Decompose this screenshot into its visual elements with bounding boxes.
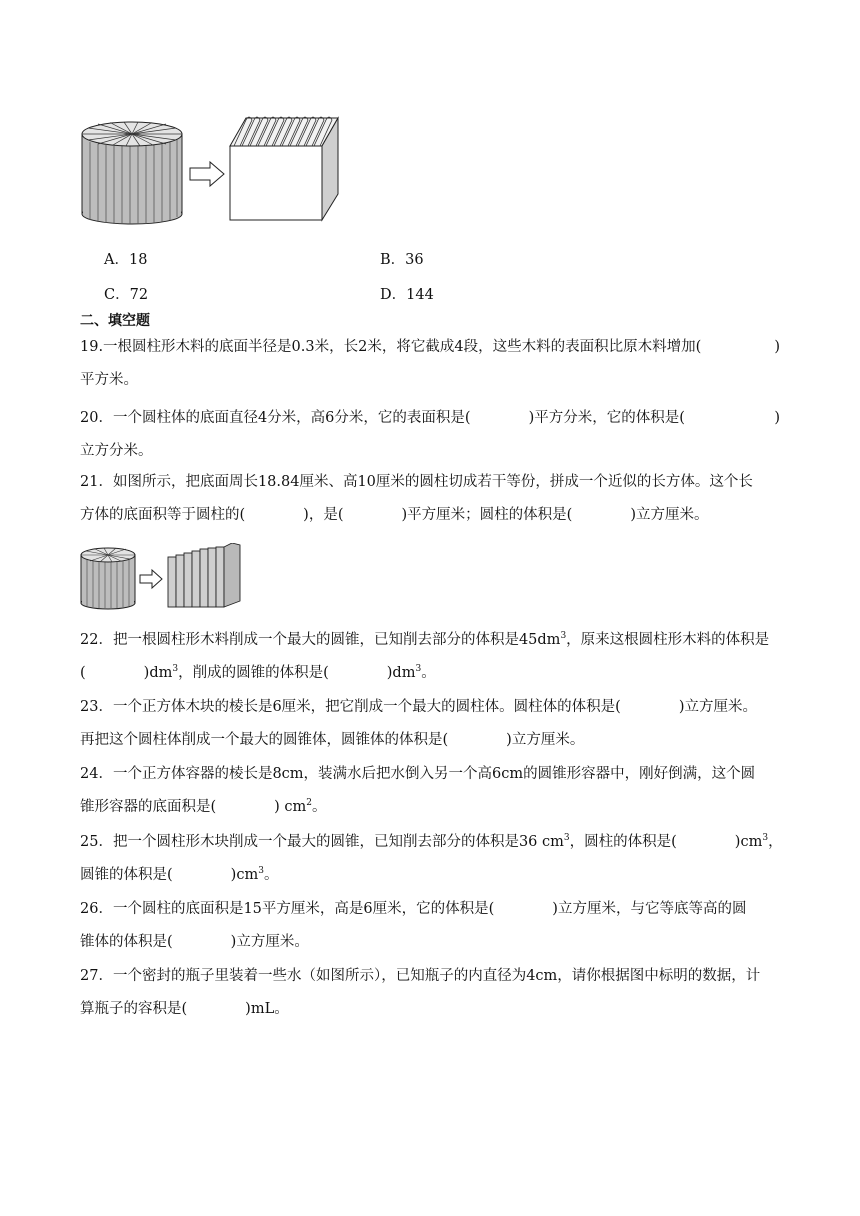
q23-text-a: 23．一个正方体木块的棱长是6厘米，把它削成一个最大的圆柱体。圆柱体的体积是( <box>80 699 621 715</box>
cylinder-drawing <box>82 122 182 224</box>
q26-text-a: 26．一个圆柱的底面积是15平方厘米，高是6厘米，它的体积是( <box>80 901 495 917</box>
question-27 <box>80 960 780 1026</box>
q22-text-a: 22．把一根圆柱形木料削成一个最大的圆锥，已知削去部分的体积是45dm <box>80 632 561 648</box>
q22-sup-2: 3 <box>172 664 179 675</box>
q24-text-c: 。 <box>312 799 327 815</box>
q22-sup-3: 3 <box>415 664 422 675</box>
q26-text-c: 锥体的体积是( <box>80 934 173 950</box>
q21-text-c: )平方厘米；圆柱的体积是( <box>401 507 573 523</box>
q25-text-b: ，圆柱的体积是( <box>569 834 677 850</box>
q22-sup-1: 3 <box>560 631 567 642</box>
q22-text-c: ( <box>80 665 86 681</box>
q27-text-b: )mL。 <box>245 1001 289 1017</box>
q22-text-d: )dm <box>143 665 173 681</box>
q21-text-a: 方体的底面积等于圆柱的( <box>80 507 246 523</box>
section-title: 二、填空题 <box>80 313 150 329</box>
option-c: C．72 <box>104 287 149 303</box>
q24-text-b: ) cm <box>274 799 307 815</box>
q24-sup: 2 <box>306 798 313 809</box>
small-arrow-icon <box>140 570 162 588</box>
q25-sup-2: 3 <box>762 833 769 844</box>
q25-text-g: 。 <box>263 867 279 883</box>
q19-text-2: 平方米。 <box>80 372 138 388</box>
question-19 <box>80 331 780 397</box>
small-cuboid-drawing <box>168 543 240 607</box>
q19-blank-end: ) <box>774 339 780 355</box>
option-b: B．36 <box>380 252 424 268</box>
q24-text-1: 24．一个正方体容器的棱长是8cm，装满水后把水倒入另一个高6cm的圆锥形容器中，刚好倒满，这个圆 <box>80 766 756 782</box>
q26-text-b: )立方厘米，与它等底等高的圆 <box>552 901 747 917</box>
q25-text-e: 圆锥的体积是( <box>80 867 173 883</box>
q20-text-c: ) <box>774 410 780 426</box>
cuboid-drawing <box>230 117 338 220</box>
q25-text-f: )cm <box>230 867 259 883</box>
q27-text-1: 27．一个密封的瓶子里装着一些水（如图所示），已知瓶子的内直径为4cm，请你根据图中标明的数据，计 <box>80 968 761 984</box>
question-24 <box>80 758 780 824</box>
arrow-icon <box>190 162 224 186</box>
q23-text-c: 再把这个圆柱体削成一个最大的圆锥体，圆锥体的体积是( <box>80 732 449 748</box>
q21-text-b: )，是( <box>303 507 344 523</box>
q25-text-c: )cm <box>734 834 763 850</box>
q20-text-b: )平方分米，它的体积是( <box>528 410 685 426</box>
q22-text-b: ，原来这根圆柱形木料的体积是 <box>566 632 770 648</box>
question-23 <box>80 691 780 757</box>
small-cylinder-drawing <box>81 548 135 609</box>
q21-text-d: )立方厘米。 <box>630 507 709 523</box>
q22-text-f: )dm <box>386 665 416 681</box>
q26-text-d: )立方厘米。 <box>230 934 309 950</box>
q19-text-1: 19.一根圆柱形木料的底面半径是0.3米，长2米，将它截成4段，这些木料的表面积比原木料增加( <box>80 339 702 355</box>
q22-text-g: 。 <box>421 665 436 681</box>
q20-text-2: 立方分米。 <box>80 443 153 459</box>
q25-text-a: 25．把一个圆柱形木块削成一个最大的圆锥，已知削去部分的体积是36 cm <box>80 834 564 850</box>
q24-text-a: 锥形容器的底面积是( <box>80 799 217 815</box>
question-26 <box>80 893 780 959</box>
q22-text-e: ，削成的圆锥的体积是( <box>178 665 329 681</box>
option-d: D．144 <box>380 287 434 303</box>
question-25 <box>80 826 783 892</box>
q23-text-d: )立方厘米。 <box>506 732 585 748</box>
q25-sup-1: 3 <box>563 833 570 844</box>
q27-text-a: 算瓶子的容积是( <box>80 1001 188 1017</box>
q21-text-1: 21．如图所示，把底面周长18.84厘米、高10厘米的圆柱切成若干等份，拼成一个近似的长方体。这个长 <box>80 474 753 490</box>
question-22 <box>80 624 780 690</box>
q23-text-b: )立方厘米。 <box>678 699 758 715</box>
option-a: A．18 <box>104 252 148 268</box>
cylinder-to-cuboid-figure <box>80 112 350 227</box>
question-21 <box>80 466 780 532</box>
question-20 <box>80 402 780 468</box>
q25-text-d: ， <box>768 834 783 850</box>
q20-text-a: 20．一个圆柱体的底面直径4分米，高6分米，它的表面积是( <box>80 410 471 426</box>
q25-sup-3: 3 <box>258 866 264 877</box>
small-cylinder-to-cuboid-figure <box>80 543 245 613</box>
